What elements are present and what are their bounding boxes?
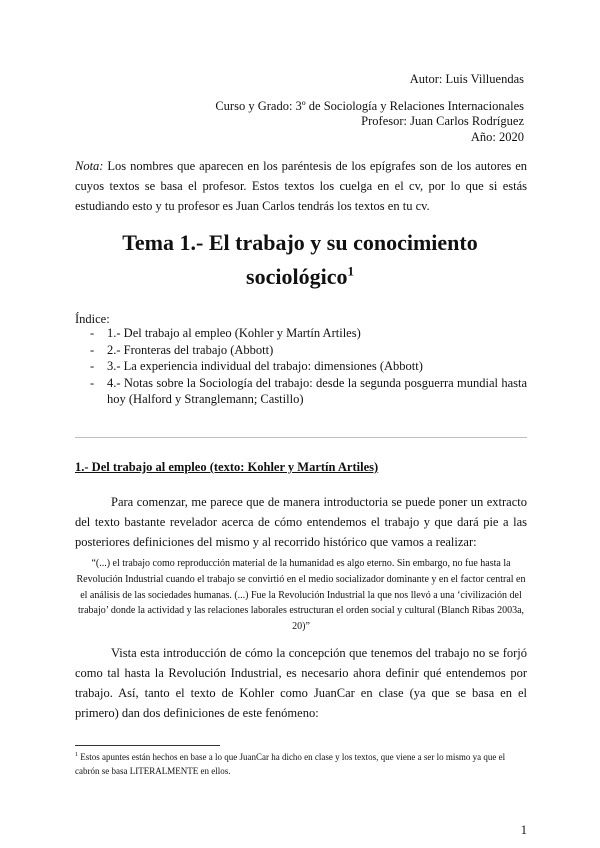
intro-paragraph: Para comenzar, me parece que de manera introductoria se puede poner un extracto del texto bastante revelador acerca de cómo entendemos el trabajo y que dará pie a las posteriores definiciones del mismo y al recorrido histórico que vamos a realizar: xyxy=(75,495,527,549)
index-item: - 4.- Notas sobre la Sociología del trabajo: desde la segunda posguerra mundial hasta hoy (Halford y Stranglemann; Castillo) xyxy=(90,375,527,408)
page-number: 1 xyxy=(520,823,527,837)
title-footnote-ref[interactable]: 1 xyxy=(347,263,354,279)
footnote-text: Estos apuntes están hechos en base a lo que JuanCar ha dicho en clase y los textos, que viene a ser lo mismo ya que el cabrón se basa LITERALMENTE en ellos. xyxy=(75,752,506,776)
index-item: - 3.- La experiencia individual del trabajo: dimensiones (Abbott) xyxy=(90,358,527,375)
year-line: Año: 2020 xyxy=(470,129,524,144)
note-paragraph xyxy=(75,156,527,216)
index-item: - 1.- Del trabajo al empleo (Kohler y Martín Artiles) xyxy=(90,325,527,342)
title-line-2 xyxy=(60,260,540,294)
footnote-marker: 1 xyxy=(75,752,78,758)
document-header xyxy=(215,72,524,145)
professor-line: Profesor: Juan Carlos Rodríguez xyxy=(361,114,524,128)
index-item: - 2.- Fronteras del trabajo (Abbott) xyxy=(90,342,527,359)
title-line-2-text: sociológico xyxy=(246,264,348,289)
index-label: Índice: xyxy=(75,312,110,326)
footnote-divider xyxy=(75,745,220,746)
course-line: Curso y Grado: 3º de Sociología y Relaciones Internacionales xyxy=(215,98,524,113)
horizontal-divider xyxy=(75,437,527,438)
note-label: Nota: xyxy=(75,159,104,173)
author-line: Autor: Luis Villuendas xyxy=(409,72,524,86)
note-text: Los nombres que aparecen en los paréntesis de los epígrafes son de los autores en cuyos textos se basa el profesor. Estos textos los cuelga en el cv, por lo que si estás estudiando esto y tu profesor es Juan Carlos tendrás los textos en tu cv. xyxy=(75,159,527,213)
footnote xyxy=(75,750,527,778)
block-quote: “(...) el trabajo como reproducción material de la humanidad es algo eterno. Sin embargo, no fue hasta la Revolución Industrial cuando el trabajo se convirtió en el medio socializador dominante y en el factor central en el análisis de las sociedades humanas. (...) Fue la Revolución Industrial la que nos llevó a una ‘civilización del trabajo’ donde la actividad y las relaciones laborales estructuran el orden social y cultural (Blanch Ribas 2003a, 20)” xyxy=(76,558,526,633)
body-paragraph: Vista esta introducción de cómo la concepción que tenemos del trabajo no se forjó como tal hasta la Revolución Industrial, es necesario ahora definir qué entendemos por trabajo. Así, tanto el texto de Kohler como JuanCar en clase (ya que se basa en el primero) dan dos definiciones de este fenómeno: xyxy=(75,646,527,720)
index-list xyxy=(90,325,527,408)
title-line-1: Tema 1.- El trabajo y su conocimiento xyxy=(122,230,478,255)
document-title xyxy=(60,226,540,294)
section-heading: 1.- Del trabajo al empleo (texto: Kohler y Martín Artiles) xyxy=(75,460,379,474)
